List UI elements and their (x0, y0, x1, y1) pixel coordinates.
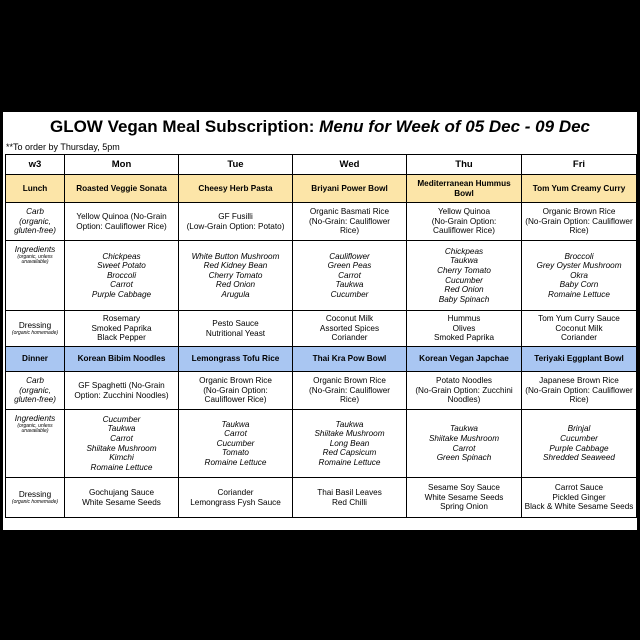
dinner-dressing-line: Lemongrass Fysh Sauce (190, 497, 281, 507)
lunch-ingredients-line: Cherry Tomato (208, 270, 263, 280)
carb-label-line: Carb (26, 207, 44, 217)
lunch-dressing (179, 311, 293, 347)
dinner-carb-line: Japanese Brown Rice (539, 376, 619, 386)
lunch-carb (293, 203, 407, 241)
dinner-dressing-line: White Sesame Seeds (82, 497, 161, 507)
lunch-dressing-row (6, 311, 637, 347)
title-italic: Menu for Week of 05 Dec - 09 Dec (319, 117, 591, 136)
lunch-carb-line: Cauliflower Rice) (433, 226, 495, 236)
lunch-ingredients (179, 241, 293, 311)
dinner-ingredients-line: Carrot (224, 429, 247, 439)
ingredients-label-text: Ingredients (14, 245, 56, 254)
lunch-ingredients-line: Broccoli (106, 270, 137, 280)
dinner-carb-line: (No-Grain Option: (203, 385, 268, 395)
dinner-ingredients-line: Shiitake Mushroom (314, 429, 385, 439)
lunch-dressing-line: Coriander (331, 333, 368, 343)
dinner-dressing-row (6, 478, 637, 518)
title-main: GLOW Vegan Meal Subscription: (49, 117, 320, 136)
lunch-carb-line: (Low-Grain Option: Potato) (186, 221, 285, 231)
dinner-carb-line: (No-Grain Option: Cauliflower (525, 385, 633, 395)
week-label: w3 (6, 155, 65, 175)
dinner-dressing-line: Carrot Sauce (554, 483, 604, 493)
dinner-ingredients (293, 410, 407, 478)
dinner-carb-line: GF Spaghetti (No-Grain (78, 380, 165, 390)
dinner-dressing (179, 478, 293, 518)
ingredients-label-text: Ingredients (14, 414, 56, 423)
dinner-ingredients-label (6, 410, 65, 478)
lunch-carb-line: Rice) (569, 226, 589, 236)
ingredients-label-sub: unavailable) (21, 428, 49, 435)
lunch-dressing-line: Nutritional Yeast (205, 328, 266, 338)
dressing-label-text: Dressing (18, 320, 52, 330)
lunch-ingredients-line: Taukwa (450, 256, 478, 266)
dinner-carb-label (6, 372, 65, 410)
lunch-dressing (522, 311, 637, 347)
dinner-dressing-line: Black & White Sesame Seeds (524, 502, 634, 512)
lunch-dish: Cheesy Herb Pasta (179, 175, 293, 203)
carb-label-line: gluten-free) (14, 395, 56, 405)
dinner-dressing-label (6, 478, 65, 518)
dinner-carb-line: Organic Brown Rice (199, 376, 272, 386)
dinner-carb (65, 372, 179, 410)
lunch-dressing-line: Coriander (561, 333, 597, 343)
dressing-label-sub: (organic homemade) (11, 498, 59, 505)
dinner-dish: Thai Kra Pow Bowl (293, 347, 407, 372)
lunch-ingredients-line: Baby Corn (559, 280, 599, 290)
lunch-ingredients-line: Green Peas (327, 261, 372, 271)
dinner-dressing-line: Red Chilli (331, 497, 368, 507)
lunch-dressing (407, 311, 522, 347)
dinner-ingredients-line: Romaine Lettuce (204, 457, 267, 467)
lunch-dressing-line: Smoked Paprika (433, 333, 495, 343)
dinner-dish: Korean Bibim Noodles (65, 347, 179, 372)
dinner-carb-line: (No-Grain Option: Zucchini (415, 385, 513, 395)
dinner-carb-line: Rice) (569, 395, 589, 405)
dinner-ingredients-line: Red Capsicum (322, 448, 377, 458)
dinner-carb (522, 372, 637, 410)
dinner-dish: Korean Vegan Japchae (407, 347, 522, 372)
dinner-dressing-line: Coriander (217, 487, 254, 497)
carb-label-line: (organic, (19, 216, 51, 226)
lunch-ingredients-line: Romaine Lettuce (548, 289, 610, 299)
order-note: **To order by Thursday, 5pm (6, 142, 120, 152)
day-header: Thu (407, 155, 522, 175)
lunch-label: Lunch (6, 175, 65, 203)
lunch-ingredients-line: Grey Oyster Mushroom (536, 261, 622, 271)
dinner-carb-row (6, 372, 637, 410)
dinner-dressing-line: Spring Onion (440, 502, 488, 512)
dinner-ingredients-line: Purple Cabbage (549, 443, 609, 453)
dinner-ingredients-line: Shiitake Mushroom (86, 443, 157, 453)
lunch-dish: Tom Yum Creamy Curry (522, 175, 637, 203)
lunch-dressing-line: Coconut Milk (555, 323, 603, 333)
dressing-label-text: Dressing (18, 489, 52, 499)
lunch-ingredients-line: Sweet Potato (97, 261, 146, 271)
dinner-ingredients-line: Cucumber (560, 433, 598, 443)
lunch-ingredients-line: White Button Mushroom (191, 251, 280, 261)
lunch-dressing (293, 311, 407, 347)
lunch-ingredients-line: Baby Spinach (438, 294, 490, 304)
dinner-ingredients-line: Carrot (452, 443, 476, 453)
lunch-ingredients-line: Cherry Tomato (437, 265, 491, 275)
ingredients-label-sub: (organic, unless (17, 253, 53, 260)
carb-label-line: gluten-free) (14, 226, 56, 236)
lunch-carb (522, 203, 637, 241)
dinner-ingredients (522, 410, 637, 478)
lunch-carb-line: (No-Grain Option: Cauliflower (525, 216, 633, 226)
dinner-carb-line: (No-Grain: Cauliflower (309, 385, 390, 395)
dinner-ingredients-line: Green Spinach (436, 453, 492, 463)
lunch-dressing-line: Rosemary (102, 314, 141, 324)
lunch-ingredients-line: Carrot (338, 270, 361, 280)
lunch-dish: Mediterranean Hummus Bowl (407, 175, 522, 203)
lunch-dressing-label (6, 311, 65, 347)
dinner-ingredients-line: Cucumber (102, 414, 141, 424)
lunch-carb-line: Yellow Quinoa (No-Grain (76, 211, 167, 221)
dinner-ingredients-line: Taukwa (335, 419, 364, 429)
menu-table (5, 154, 637, 518)
dinner-carb (179, 372, 293, 410)
dinner-carb-line: Potato Noodles (436, 376, 492, 386)
lunch-ingredients-line: Broccoli (564, 251, 594, 261)
carb-label-line: (organic, (19, 385, 51, 395)
dinner-ingredients-line: Cucumber (216, 438, 255, 448)
dinner-label: Dinner (6, 347, 65, 372)
lunch-ingredients-line: Arugula (221, 289, 250, 299)
lunch-carb-label (6, 203, 65, 241)
dinner-dressing-line: Thai Basil Leaves (317, 487, 382, 497)
day-header: Wed (293, 155, 407, 175)
lunch-ingredients (522, 241, 637, 311)
lunch-dressing-line: Black Pepper (97, 333, 146, 343)
ingredients-label-sub: unavailable) (21, 259, 49, 266)
dinner-dressing (65, 478, 179, 518)
lunch-ingredients-row (6, 241, 637, 311)
lunch-ingredients-line: Okra (570, 270, 588, 280)
lunch-ingredients-line: Red Kidney Bean (203, 261, 268, 271)
dinner-dressing (522, 478, 637, 518)
dinner-carb-line: Cauliflower Rice) (204, 395, 267, 405)
dinner-ingredients-line: Romaine Lettuce (318, 457, 381, 467)
dinner-ingredients (179, 410, 293, 478)
dinner-carb-line: Option: Zucchini Noodles) (74, 390, 169, 400)
lunch-carb-line: Organic Basmati Rice (309, 207, 390, 217)
dinner-dressing-line: Gochujang Sauce (88, 487, 155, 497)
lunch-dressing-line: Coconut Milk (325, 314, 374, 324)
lunch-dressing-line: Tom Yum Curry Sauce (538, 314, 620, 324)
dinner-ingredients (407, 410, 522, 478)
dinner-ingredients-line: Brinjal (567, 424, 591, 434)
lunch-ingredients (293, 241, 407, 311)
lunch-carb (407, 203, 522, 241)
dinner-dressing-line: Sesame Soy Sauce (428, 483, 500, 493)
dinner-dressing (293, 478, 407, 518)
lunch-dish: Roasted Veggie Sonata (65, 175, 179, 203)
dinner-carb-line: Rice) (339, 395, 360, 405)
dinner-ingredients-line: Long Bean (329, 438, 370, 448)
lunch-carb (65, 203, 179, 241)
lunch-ingredients (407, 241, 522, 311)
dinner-dressing-line: White Sesame Seeds (424, 492, 504, 502)
lunch-ingredients (65, 241, 179, 311)
dinner-row (6, 347, 637, 372)
dinner-dish: Lemongrass Tofu Rice (179, 347, 293, 372)
dinner-carb-line: Noodles) (447, 395, 481, 405)
lunch-ingredients-line: Cucumber (445, 275, 483, 285)
page-title (3, 116, 637, 138)
dressing-label-sub: (organic homemade) (11, 329, 59, 336)
dinner-ingredients-line: Taukwa (221, 419, 250, 429)
dinner-ingredients-row (6, 410, 637, 478)
day-header: Tue (179, 155, 293, 175)
lunch-ingredients-line: Carrot (110, 280, 133, 290)
dinner-ingredients-line: Romaine Lettuce (90, 462, 153, 472)
lunch-ingredients-line: Purple Cabbage (91, 289, 152, 299)
lunch-row (6, 175, 637, 203)
dinner-ingredients-line: Taukwa (107, 424, 136, 434)
lunch-ingredients-line: Taukwa (335, 280, 364, 290)
lunch-ingredients-line: Chickpeas (444, 246, 484, 256)
lunch-dressing-line: Smoked Paprika (91, 323, 152, 333)
lunch-ingredients-label (6, 241, 65, 311)
dinner-ingredients-line: Taukwa (450, 424, 478, 434)
days-row (6, 155, 637, 175)
dinner-ingredients-line: Shredded Seaweed (543, 453, 615, 463)
dinner-ingredients (65, 410, 179, 478)
dinner-ingredients-line: Shiitake Mushroom (428, 433, 500, 443)
lunch-carb-line: Option: Cauliflower Rice) (76, 221, 167, 231)
carb-label-line: Carb (26, 376, 44, 386)
lunch-carb-line: GF Fusilli (218, 211, 253, 221)
dinner-dressing-line: Pickled Ginger (552, 492, 606, 502)
dinner-carb-line: Organic Brown Rice (313, 376, 386, 386)
ingredients-label-sub: (organic, unless (17, 422, 53, 429)
lunch-dressing-line: Pesto Sauce (212, 318, 259, 328)
lunch-carb-line: (No-Grain: Cauliflower (309, 216, 390, 226)
dinner-ingredients-line: Tomato (221, 448, 249, 458)
lunch-carb-line: Yellow Quinoa (437, 207, 491, 217)
day-header: Mon (65, 155, 179, 175)
lunch-carb-line: (No-Grain Option: (431, 216, 497, 226)
lunch-dish: Briyani Power Bowl (293, 175, 407, 203)
lunch-dressing-line: Olives (452, 323, 476, 333)
dinner-dish: Teriyaki Eggplant Bowl (522, 347, 637, 372)
dinner-dressing (407, 478, 522, 518)
lunch-ingredients-line: Red Onion (444, 285, 484, 295)
lunch-ingredients-line: Cauliflower (329, 251, 370, 261)
lunch-ingredients-line: Chickpeas (102, 251, 141, 261)
lunch-ingredients-line: Red Onion (215, 280, 256, 290)
dinner-ingredients-line: Carrot (110, 433, 133, 443)
lunch-carb-line: Rice) (339, 226, 360, 236)
dinner-carb (407, 372, 522, 410)
lunch-ingredients-line: Cucumber (330, 289, 369, 299)
lunch-carb-row (6, 203, 637, 241)
lunch-dressing-line: Hummus (447, 314, 481, 324)
lunch-carb-line: Organic Brown Rice (542, 207, 616, 217)
lunch-dressing (65, 311, 179, 347)
lunch-carb (179, 203, 293, 241)
menu-sheet (3, 112, 637, 530)
dinner-ingredients-line: Kimchi (109, 453, 134, 463)
dinner-carb (293, 372, 407, 410)
lunch-dressing-line: Assorted Spices (319, 323, 380, 333)
day-header: Fri (522, 155, 637, 175)
